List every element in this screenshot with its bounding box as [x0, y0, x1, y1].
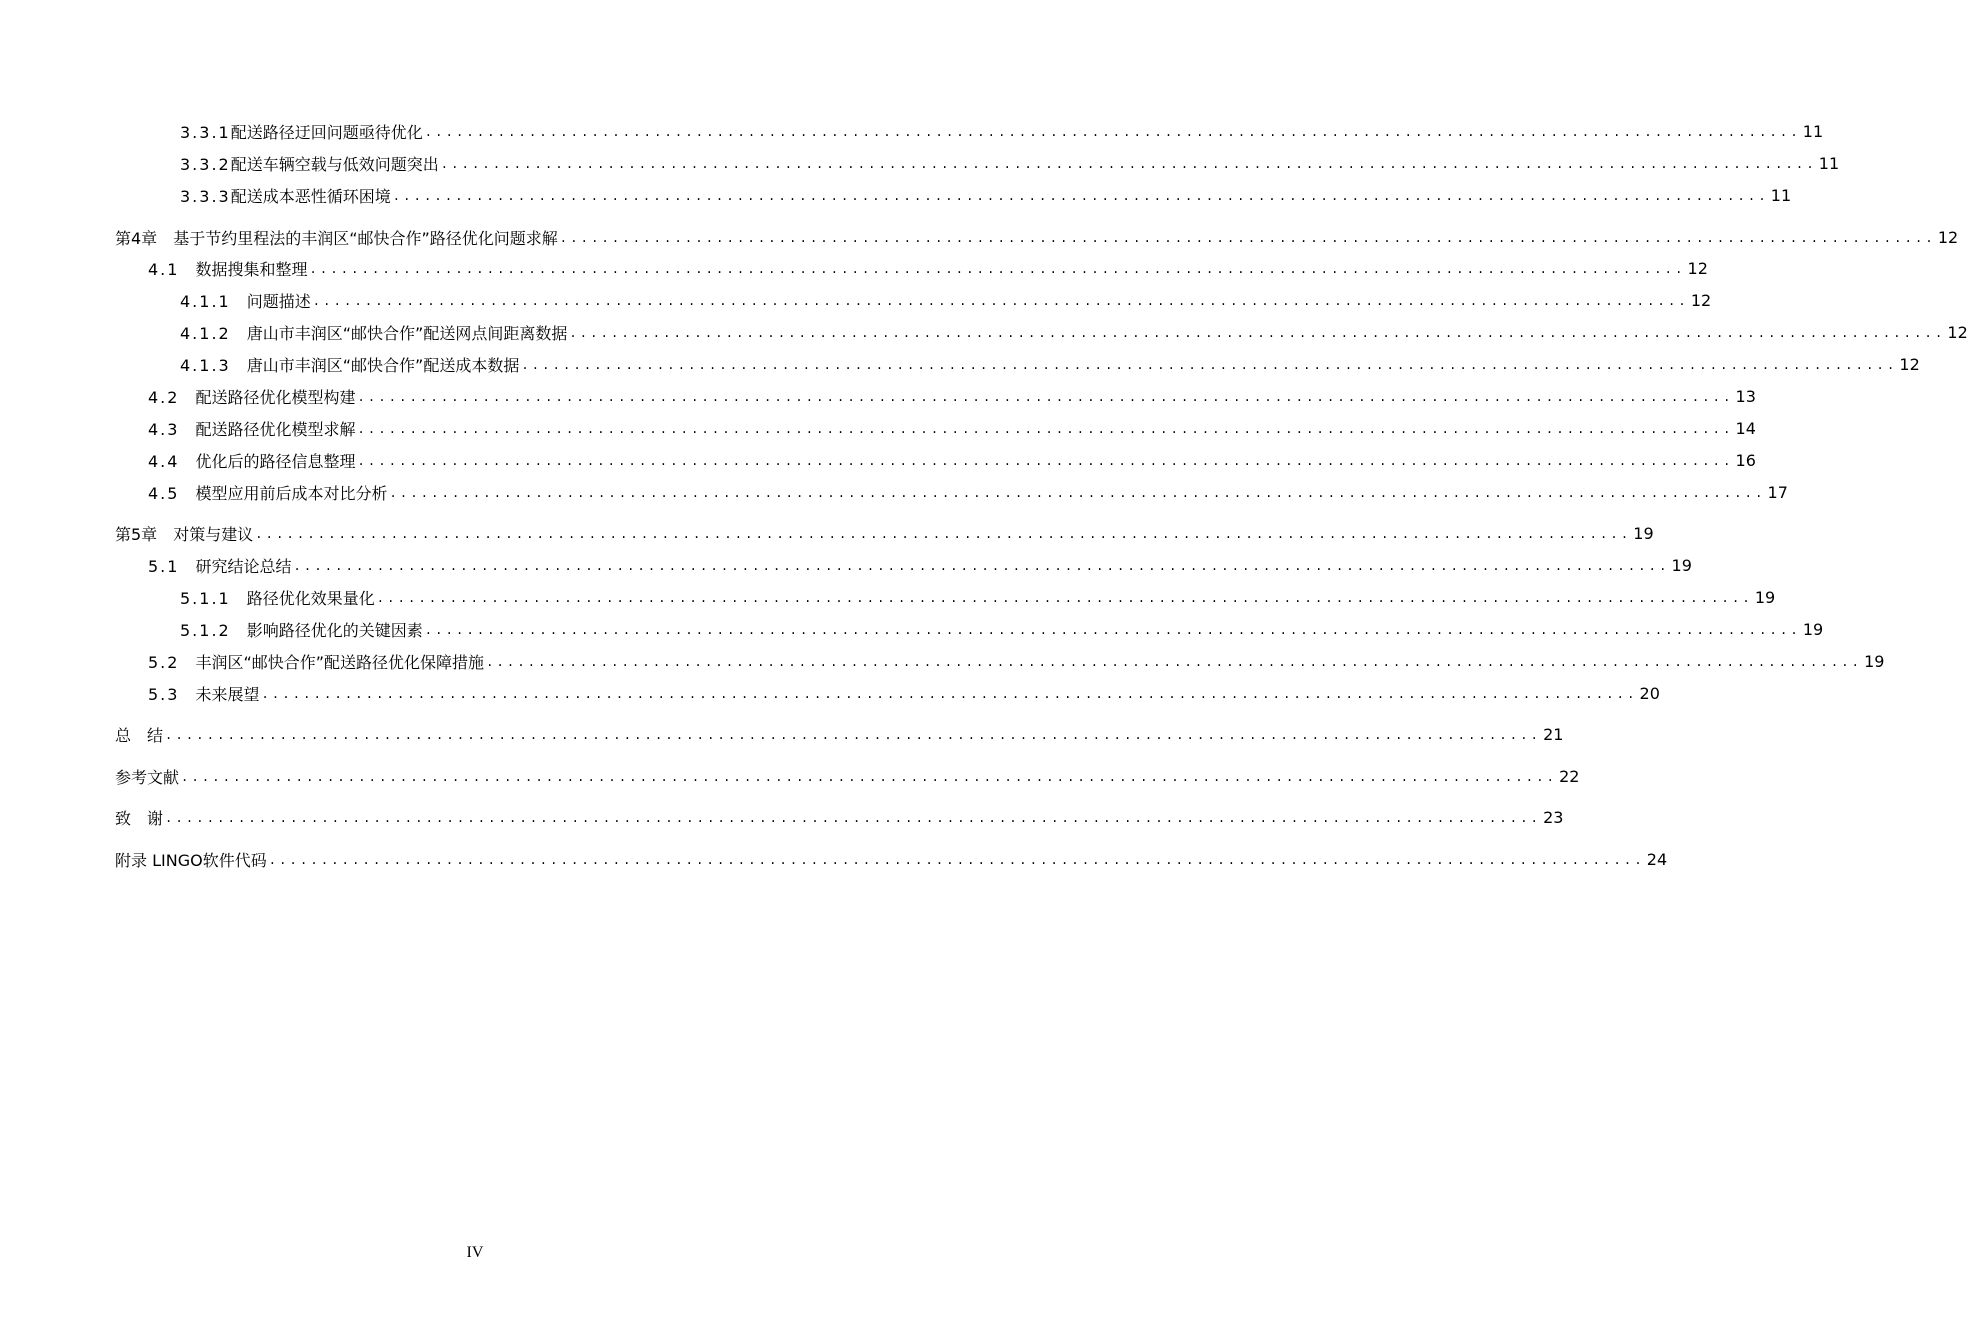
- page-number: 19: [1864, 651, 1885, 671]
- toc-entry-4-1-1[interactable]: 4.1.1 问题描述 .................................................................................................................................... 12: [180, 290, 1712, 311]
- dot-leader: ....................................................................................................................................: [181, 770, 1558, 784]
- dot-leader: ....................................................................................................................................: [569, 326, 1946, 340]
- toc-entry-4-5[interactable]: 4.5 模型应用前后成本对比分析 .................................................................................................................................... 17: [148, 482, 1788, 503]
- toc-entry-3-3-1[interactable]: 3.3.1配送路径迂回问题亟待优化 .................................................................................................................................... 11: [180, 121, 1824, 142]
- dot-leader: ....................................................................................................................................: [261, 687, 1638, 701]
- page-number: 17: [1767, 482, 1788, 502]
- page-number: 11: [1802, 121, 1824, 141]
- toc-entry-4-1-2[interactable]: 4.1.2 唐山市丰润区“邮快合作”配送网点间距离数据 .................................................................................................................................... 12: [180, 322, 1968, 343]
- page-number: 16: [1735, 450, 1756, 470]
- toc-entry-4-1-3[interactable]: 4.1.3 唐山市丰润区“邮快合作”配送成本数据 .................................................................................................................................... 12: [180, 354, 1920, 375]
- dot-leader: ....................................................................................................................................: [357, 454, 1734, 468]
- toc-entry-references[interactable]: 参考文献 .................................................................................................................................... 22: [115, 766, 1580, 787]
- page-number: 24: [1646, 849, 1668, 869]
- dot-leader: ....................................................................................................................................: [521, 358, 1898, 372]
- dot-leader: ....................................................................................................................................: [424, 623, 1801, 637]
- dot-leader: ....................................................................................................................................: [357, 422, 1734, 436]
- page-footer-number: IV: [466, 1244, 484, 1261]
- page-number: 14: [1735, 418, 1756, 438]
- dot-leader: ....................................................................................................................................: [424, 125, 1801, 139]
- toc-entry-summary[interactable]: 总 结 .................................................................................................................................... 21: [115, 724, 1564, 745]
- dot-leader: ....................................................................................................................................: [165, 728, 1542, 742]
- dot-leader: ....................................................................................................................................: [376, 591, 1753, 605]
- toc-entry-4-3[interactable]: 4.3 配送路径优化模型求解 .................................................................................................................................... 14: [148, 418, 1756, 439]
- toc-entry-acknowledgements[interactable]: 致 谢 .................................................................................................................................... 23: [115, 807, 1564, 828]
- dot-leader: ....................................................................................................................................: [389, 486, 1766, 500]
- page-number: 19: [1671, 555, 1692, 575]
- page-number: 22: [1559, 766, 1580, 786]
- toc-entry-appendix[interactable]: 附录 LINGO软件代码 .................................................................................................................................... 24: [115, 849, 1668, 870]
- page-number: 11: [1818, 153, 1840, 173]
- toc-entry-5-2[interactable]: 5.2 丰润区“邮快合作”配送路径优化保障措施 .................................................................................................................................... 19: [148, 651, 1885, 672]
- toc-entry-5-1-1[interactable]: 5.1.1 路径优化效果量化 .................................................................................................................................... 19: [180, 587, 1776, 608]
- toc-entry-5-1-2[interactable]: 5.1.2 影响路径优化的关键因素 .................................................................................................................................... 19: [180, 619, 1824, 640]
- dot-leader: ....................................................................................................................................: [559, 231, 1936, 245]
- dot-leader: ....................................................................................................................................: [357, 390, 1734, 404]
- dot-leader: ....................................................................................................................................: [165, 811, 1542, 825]
- toc-entry-5-3[interactable]: 5.3 未来展望 .................................................................................................................................... 20: [148, 683, 1660, 704]
- dot-leader: ....................................................................................................................................: [392, 189, 1769, 203]
- page-number: 13: [1735, 386, 1756, 406]
- toc-entry-chapter-4[interactable]: 第4章 基于节约里程法的丰润区“邮快合作”路径优化问题求解 .................................................................................................................................... 12: [115, 227, 1959, 248]
- page-number: 12: [1937, 227, 1959, 247]
- dot-leader: ....................................................................................................................................: [268, 853, 1645, 867]
- page-number: 12: [1947, 322, 1968, 342]
- toc-entry-3-3-2[interactable]: 3.3.2配送车辆空载与低效问题突出 .................................................................................................................................... 11: [180, 153, 1840, 174]
- dot-leader: ....................................................................................................................................: [293, 559, 1670, 573]
- toc-entry-3-3-3[interactable]: 3.3.3配送成本恶性循环困境 .................................................................................................................................... 11: [180, 185, 1792, 206]
- page-number: 19: [1754, 587, 1776, 607]
- page-number: 12: [1899, 354, 1920, 374]
- toc-entry-4-4[interactable]: 4.4 优化后的路径信息整理 .................................................................................................................................... 16: [148, 450, 1756, 471]
- dot-leader: ....................................................................................................................................: [440, 157, 1817, 171]
- toc-entry-5-1[interactable]: 5.1 研究结论总结 .................................................................................................................................... 19: [148, 555, 1692, 576]
- page-number: 11: [1770, 185, 1792, 205]
- toc-entry-4-1[interactable]: 4.1 数据搜集和整理 .................................................................................................................................... 12: [148, 258, 1708, 279]
- page-number: 23: [1543, 807, 1564, 827]
- toc-entry-4-2[interactable]: 4.2 配送路径优化模型构建 .................................................................................................................................... 13: [148, 386, 1756, 407]
- page-number: 20: [1639, 683, 1660, 703]
- toc-entry-chapter-5[interactable]: 第5章 对策与建议 .................................................................................................................................... 19: [115, 523, 1654, 544]
- dot-leader: ....................................................................................................................................: [255, 527, 1632, 541]
- page-number: 12: [1687, 258, 1708, 278]
- page-number: 12: [1690, 290, 1712, 310]
- dot-leader: ....................................................................................................................................: [309, 262, 1686, 276]
- dot-leader: ....................................................................................................................................: [312, 294, 1689, 308]
- page-number: 19: [1802, 619, 1824, 639]
- page-number: 19: [1633, 523, 1654, 543]
- page-number: 21: [1543, 724, 1564, 744]
- dot-leader: ....................................................................................................................................: [486, 655, 1863, 669]
